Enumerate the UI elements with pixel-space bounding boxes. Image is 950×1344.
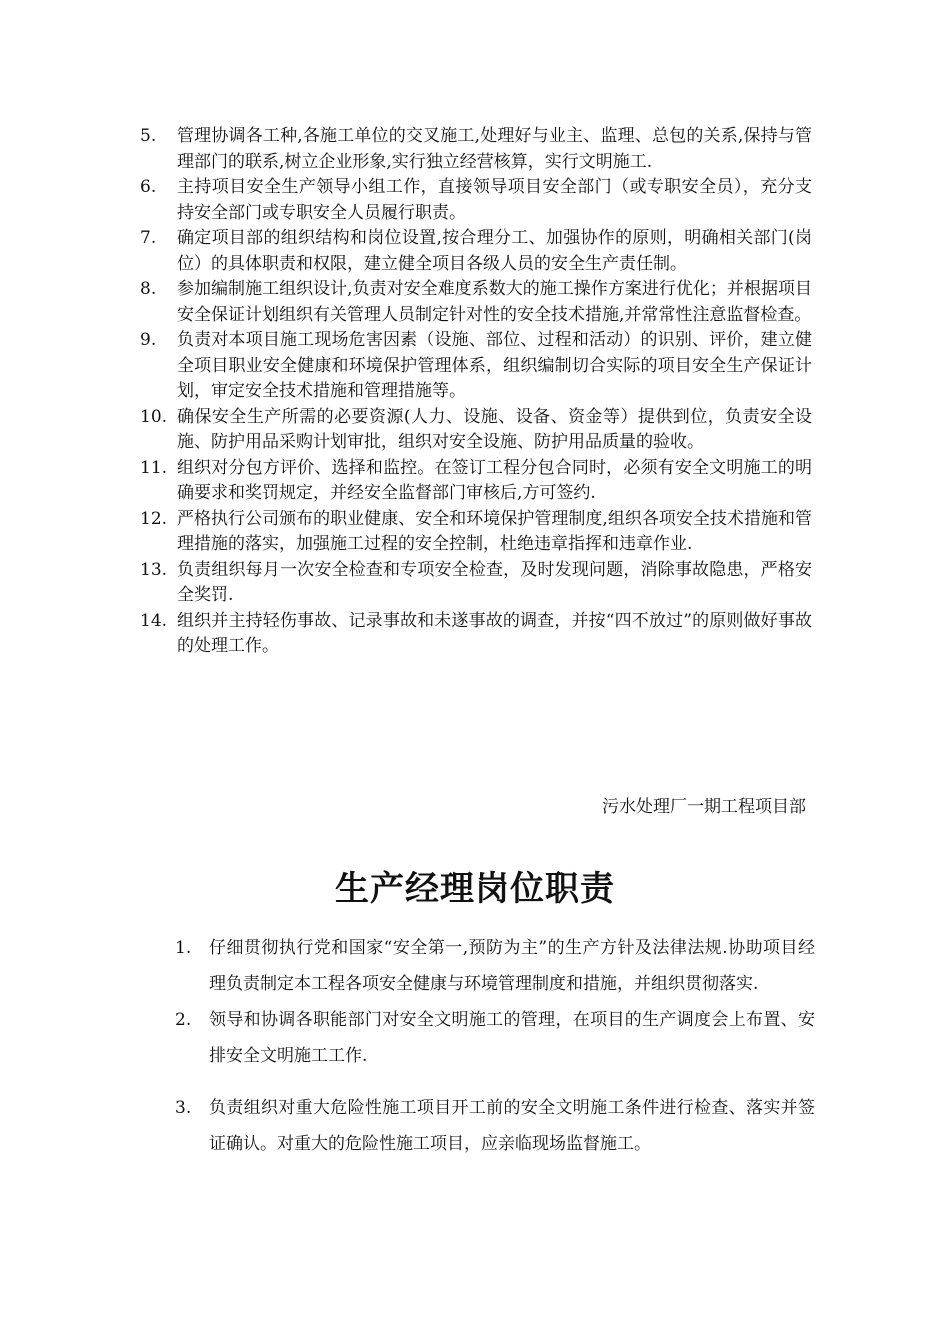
list-item [140, 456, 812, 507]
item-text: 管理协调各工种,各施工单位的交叉施工,处理好与业主、监理、总包的关系,保持与管理部门的联系,树立企业形象,实行独立经营核算，实行文明施工. [177, 126, 812, 172]
list-item [140, 558, 812, 609]
item-number: 13. [140, 559, 168, 580]
item-text: 组织对分包方评价、选择和监控。在签订工程分包合同时，必须有安全文明施工的明确要求和奖罚规定，并经安全监督部门审核后,方可签约. [177, 457, 812, 503]
production-manager-duties-list [175, 930, 815, 1162]
list-item [175, 930, 815, 1002]
list-item [140, 175, 812, 226]
list-item [140, 609, 812, 660]
item-number: 10. [140, 406, 168, 427]
item-text: 领导和协调各职能部门对安全文明施工的管理，在项目的生产调度会上布置、安排安全文明施工工作. [209, 1010, 815, 1066]
item-text: 负责组织每月一次安全检查和专项安全检查，及时发现问题，消除事故隐患，严格安全奖罚. [177, 559, 812, 605]
item-number: 3. [175, 1098, 192, 1118]
item-number: 6. [140, 177, 157, 197]
item-text: 仔细贯彻执行党和国家“安全第一,预防为主”的生产方针及法律法规.协助项目经理负责制定本工程各项安全健康与环境管理制度和措施，并组织贯彻落实. [209, 938, 815, 994]
list-item [140, 277, 812, 328]
item-text: 负责对本项目施工现场危害因素（设施、部位、过程和活动）的识别、评价，建立健全项目职业安全健康和环境保护管理体系，组织编制切合实际的项目安全生产保证计划，审定安全技术措施和管理措施等。 [177, 330, 812, 401]
item-text: 负责组织对重大危险性施工项目开工前的安全文明施工条件进行检查、落实并签证确认。对重大的危险性施工项目，应亲临现场监督施工。 [209, 1098, 815, 1154]
item-text: 主持项目安全生产领导小组工作，直接领导项目安全部门（或专职安全员），充分支持安全部门或专职安全人员履行职责。 [177, 177, 812, 223]
item-number: 11. [140, 457, 168, 478]
item-number: 14. [140, 610, 168, 631]
item-text: 组织并主持轻伤事故、记录事故和未遂事故的调查，并按“四不放过”的原则做好事故的处理工作。 [177, 610, 812, 656]
list-item [140, 405, 812, 456]
item-text: 参加编制施工组织设计,负责对安全难度系数大的施工操作方案进行优化；并根据项目安全保证计划组织有关管理人员制定针对性的安全技术措施,并常常性注意监督检查。 [177, 279, 812, 325]
item-number: 2. [175, 1010, 192, 1030]
item-text: 确定项目部的组织结构和岗位设置,按合理分工、加强协作的原则，明确相关部门(岗位）的具体职责和权限，建立健全项目各级人员的安全生产责任制。 [177, 228, 812, 274]
item-number: 1. [175, 938, 192, 958]
list-item [140, 124, 812, 175]
department-signature: 污水处理厂一期工程项目部 [602, 797, 806, 817]
item-text: 严格执行公司颁布的职业健康、安全和环境保护管理制度,组织各项安全技术措施和管理措施的落实，加强施工过程的安全控制，杜绝违章指挥和违章作业. [177, 508, 812, 554]
item-text: 确保安全生产所需的必要资源(人力、设施、设备、资金等）提供到位，负责安全设施、防护用品采购计划审批，组织对安全设施、防护用品质量的验收。 [177, 406, 812, 452]
item-number: 12. [140, 508, 168, 529]
item-number: 7. [140, 228, 157, 248]
item-number: 9. [140, 330, 157, 350]
list-item [175, 1002, 815, 1074]
list-item [140, 226, 812, 277]
list-item [140, 507, 812, 558]
responsibilities-list [140, 124, 812, 660]
list-item [175, 1090, 815, 1162]
section-title: 生产经理岗位职责 [335, 868, 615, 909]
item-number: 8. [140, 279, 157, 299]
item-number: 5. [140, 126, 157, 146]
list-item [140, 328, 812, 405]
